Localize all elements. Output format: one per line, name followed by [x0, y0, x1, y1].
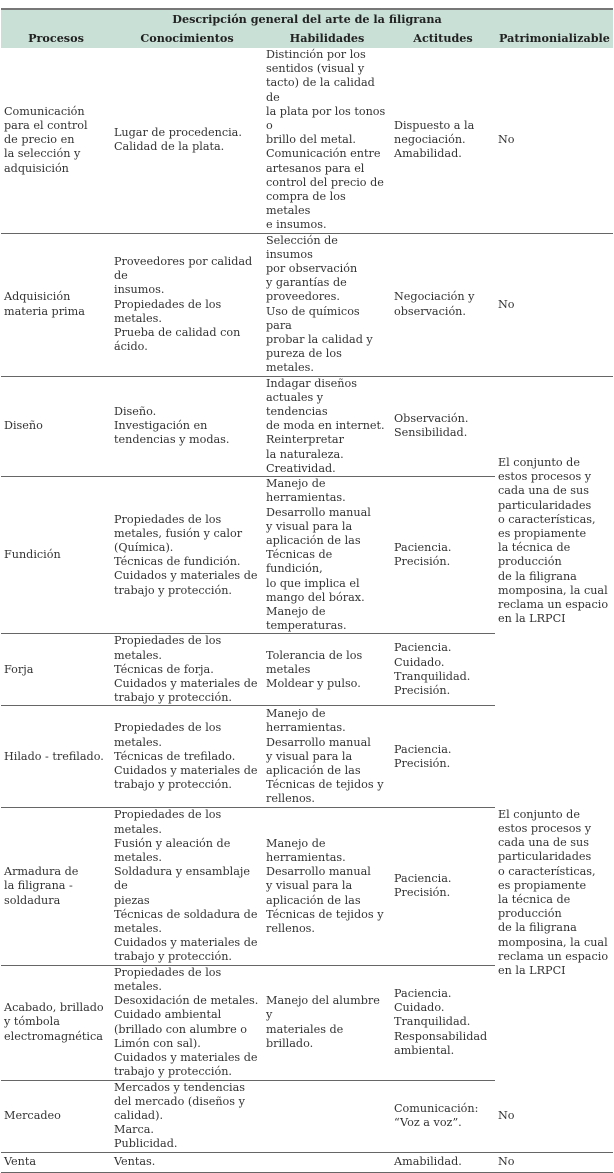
cell-conocimientos: Propiedades de los metales. Fusión y aleación de metales. Soldadura y ensamblaje de piezas Técnicas de soldadura de metales. Cuidados y materiales de trabajo y protección.	[111, 808, 263, 965]
table-row	[1, 48, 613, 233]
cell-conocimientos: Propiedades de los metales. Técnicas de forja. Cuidados y materiales de trabajo y protección.	[111, 634, 263, 706]
cell-conocimientos: Ventas.	[111, 1152, 263, 1172]
cell-actitudes: Negociación y observación.	[391, 233, 495, 376]
cell-actitudes: Paciencia. Precisión.	[391, 808, 495, 965]
cell-proceso: Forja	[1, 634, 111, 706]
cell-patrimonializable: El conjunto de estos procesos y cada una de sus particularidades o características, es propiamente la técnica de producción de la filigrana momposina, la cual reclama un espacio en la LRPCI	[498, 807, 609, 977]
filigrana-table	[1, 8, 613, 1173]
cell-proceso: Venta	[1, 1152, 111, 1172]
cell-patrimonializable: No	[495, 1080, 613, 1152]
cell-habilidades: Selección de insumos por observación y garantías de proveedores. Uso de químicos para probar la calidad y pureza de los metales.	[263, 233, 391, 376]
cell-proceso: Adquisición materia prima	[1, 233, 111, 376]
cell-actitudes: Observación. Sensibilidad.	[391, 376, 495, 476]
table-row	[1, 1152, 613, 1172]
cell-proceso: Diseño	[1, 376, 111, 476]
cell-habilidades: Tolerancia de los metales Moldear y pulso.	[263, 634, 391, 706]
cell-habilidades: Manejo del alumbre y materiales de brillado.	[263, 965, 391, 1080]
header-patrimonializable: Patrimonializable	[495, 29, 613, 48]
cell-actitudes: Paciencia. Cuidado. Tranquilidad. Responsabilidad ambiental.	[391, 965, 495, 1080]
cell-conocimientos: Propiedades de los metales. Técnicas de trefilado. Cuidados y materiales de trabajo y protección.	[111, 706, 263, 808]
table-row	[1, 706, 613, 808]
cell-conocimientos: Proveedores por calidad de insumos. Propiedades de los metales. Prueba de calidad con ácido.	[111, 233, 263, 376]
cell-proceso: Fundición	[1, 477, 111, 634]
cell-habilidades: Manejo de herramientas. Desarrollo manual y visual para la aplicación de las Técnicas de fundición, lo que implica el mango del bórax. Manejo de temperaturas.	[263, 477, 391, 634]
cell-habilidades: Manejo de herramientas. Desarrollo manual y visual para la aplicación de las Técnicas de tejidos y rellenos.	[263, 706, 391, 808]
table-body	[1, 48, 613, 1172]
cell-actitudes: Amabilidad.	[391, 1152, 495, 1172]
cell-actitudes: Paciencia. Cuidado. Tranquilidad. Precisión.	[391, 634, 495, 706]
cell-proceso: Armadura de la filigrana - soldadura	[1, 808, 111, 965]
table-title: Descripción general del arte de la filigrana	[1, 9, 613, 29]
table-row	[1, 376, 613, 476]
cell-habilidades: Indagar diseños actuales y tendencias de moda en internet. Reinterpretar la naturaleza. Creatividad.	[263, 376, 391, 476]
cell-proceso: Mercadeo	[1, 1080, 111, 1152]
cell-patrimonializable: No	[495, 1152, 613, 1172]
cell-conocimientos: Propiedades de los metales. Desoxidación de metales. Cuidado ambiental (brillado con alumbre o Limón con sal). Cuidados y materiales de trabajo y protección.	[111, 965, 263, 1080]
header-habilidades: Habilidades	[263, 29, 391, 48]
header-procesos: Procesos	[1, 29, 111, 48]
cell-patrimonializable: No	[495, 233, 613, 376]
cell-patrimonializable: El conjunto de estos procesos y cada una de sus particularidades o características, es propiamente la técnica de producción de la filigrana momposina, la cual reclama un espacio en la LRPCI	[498, 456, 609, 626]
header-actitudes: Actitudes	[391, 29, 495, 48]
cell-actitudes: Paciencia. Precisión.	[391, 706, 495, 808]
cell-habilidades: Distinción por los sentidos (visual y tacto) de la calidad de la plata por los tonos o brillo del metal. Comunicación entre artesanos para el control del precio de compra de los metales e insumos.	[263, 48, 391, 233]
header-conocimientos: Conocimientos	[111, 29, 263, 48]
cell-actitudes: Paciencia. Precisión.	[391, 477, 495, 634]
cell-habilidades	[263, 1152, 391, 1172]
cell-conocimientos: Propiedades de los metales, fusión y calor (Química). Técnicas de fundición. Cuidados y materiales de trabajo y protección.	[111, 477, 263, 634]
cell-actitudes: Comunicación: “Voz a voz”.	[391, 1080, 495, 1152]
cell-habilidades	[263, 1080, 391, 1152]
cell-conocimientos: Diseño. Investigación en tendencias y modas.	[111, 376, 263, 476]
cell-proceso: Acabado, brillado y tómbola electromagnética	[1, 965, 111, 1080]
cell-proceso: Comunicación para el control de precio en la selección y adquisición	[1, 48, 111, 233]
cell-patrimonializable: No	[495, 48, 613, 233]
cell-actitudes: Dispuesto a la negociación. Amabilidad.	[391, 48, 495, 233]
cell-proceso: Hilado - trefilado.	[1, 706, 111, 808]
cell-habilidades: Manejo de herramientas. Desarrollo manual y visual para la aplicación de las Técnicas de tejidos y rellenos.	[263, 808, 391, 965]
cell-conocimientos: Mercados y tendencias del mercado (diseños y calidad). Marca. Publicidad.	[111, 1080, 263, 1152]
cell-conocimientos: Lugar de procedencia. Calidad de la plata.	[111, 48, 263, 233]
table-row	[1, 1080, 613, 1152]
table-row	[1, 233, 613, 376]
